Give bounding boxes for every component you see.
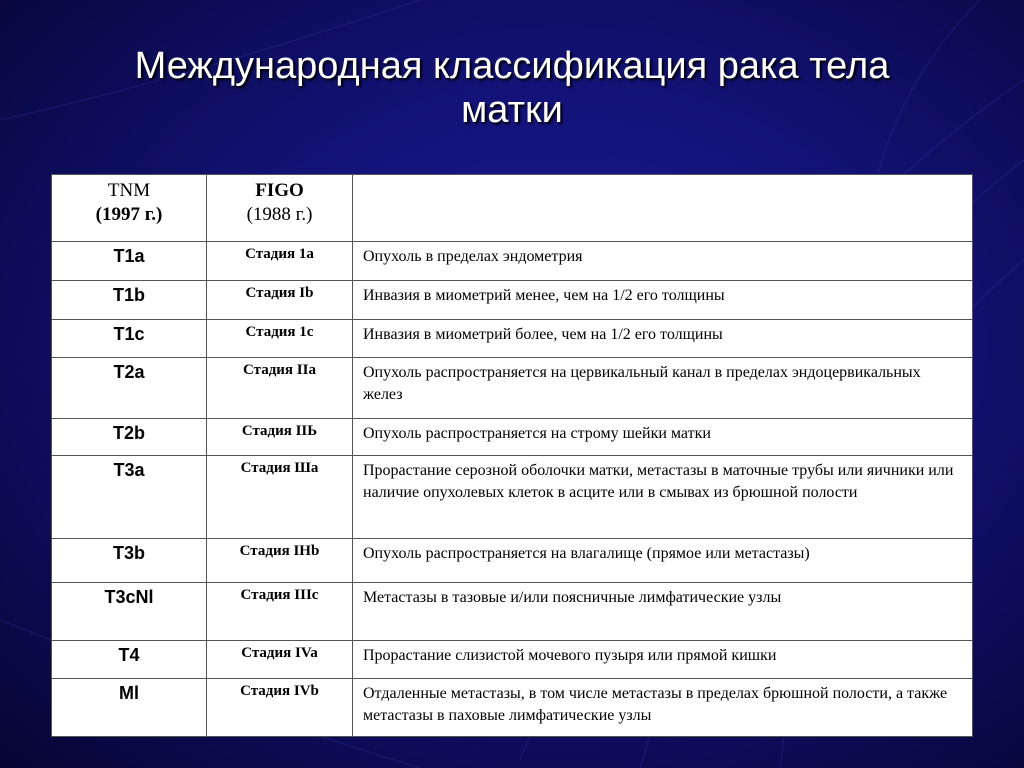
tnm-cell: T4 (52, 641, 207, 679)
figo-cell: Стадия IVb (207, 679, 353, 737)
slide-title (0, 44, 1024, 132)
figo-cell: Стадия 1a (207, 242, 353, 281)
classification-table (51, 174, 973, 737)
table-row (52, 358, 973, 419)
figo-cell: Стадия IIa (207, 358, 353, 419)
table-row (52, 320, 973, 358)
description-cell: Метастазы в тазовые и/или поясничные лимфатические узлы (353, 583, 973, 641)
description-cell: Прорастание серозной оболочки матки, метастазы в маточные трубы или яичники или наличие опухолевых клеток в асците или в смывах из брюшной полости (353, 456, 973, 539)
tnm-cell: T2a (52, 358, 207, 419)
figo-cell: Стадия IHb (207, 539, 353, 583)
description-cell: Опухоль распространяется на строму шейки матки (353, 419, 973, 456)
slide-title-line2: матки (461, 89, 563, 131)
description-cell: Отдаленные метастазы, в том числе метастазы в пределах брюшной полости, а также метастазы в паховые лимфатические узлы (353, 679, 973, 737)
tnm-cell: T3cNl (52, 583, 207, 641)
header-figo (207, 175, 353, 242)
tnm-cell: T2b (52, 419, 207, 456)
header-tnm-label: TNM (107, 180, 151, 201)
header-figo-year: (1988 г.) (246, 204, 313, 225)
table-row (52, 419, 973, 456)
tnm-cell: T3a (52, 456, 207, 539)
description-cell: Опухоль в пределах эндометрия (353, 242, 973, 281)
header-tnm (52, 175, 207, 242)
header-tnm-year: (1997 г.) (95, 204, 163, 225)
figo-cell: Стадия Ша (207, 456, 353, 539)
figo-cell: Стадия IVa (207, 641, 353, 679)
tnm-cell: T1a (52, 242, 207, 281)
description-cell: Инвазия в миометрий менее, чем на 1/2 его толщины (353, 281, 973, 320)
description-cell: Прорастание слизистой мочевого пузыря или прямой кишки (353, 641, 973, 679)
description-cell: Инвазия в миометрий более, чем на 1/2 его толщины (353, 320, 973, 358)
header-description (353, 175, 973, 242)
figo-cell: Стадия IIIc (207, 583, 353, 641)
tnm-cell: T1c (52, 320, 207, 358)
tnm-cell: T1b (52, 281, 207, 320)
table-row (52, 641, 973, 679)
table-row (52, 456, 973, 539)
description-cell: Опухоль распространяется на цервикальный канал в пределах эндоцервикальных желез (353, 358, 973, 419)
tnm-cell: T3b (52, 539, 207, 583)
table-row (52, 583, 973, 641)
slide-title-line1: Международная классификация рака тела (134, 45, 890, 87)
header-figo-label: FIGO (255, 180, 304, 201)
table-row (52, 539, 973, 583)
figo-cell: Стадия 1c (207, 320, 353, 358)
table-header-row (52, 175, 973, 242)
tnm-cell: Ml (52, 679, 207, 737)
figo-cell: Стадия Ib (207, 281, 353, 320)
description-cell: Опухоль распространяется на влагалище (прямое или метастазы) (353, 539, 973, 583)
figo-cell: Стадия IIЬ (207, 419, 353, 456)
table-row (52, 242, 973, 281)
table-row (52, 281, 973, 320)
table-row (52, 679, 973, 737)
